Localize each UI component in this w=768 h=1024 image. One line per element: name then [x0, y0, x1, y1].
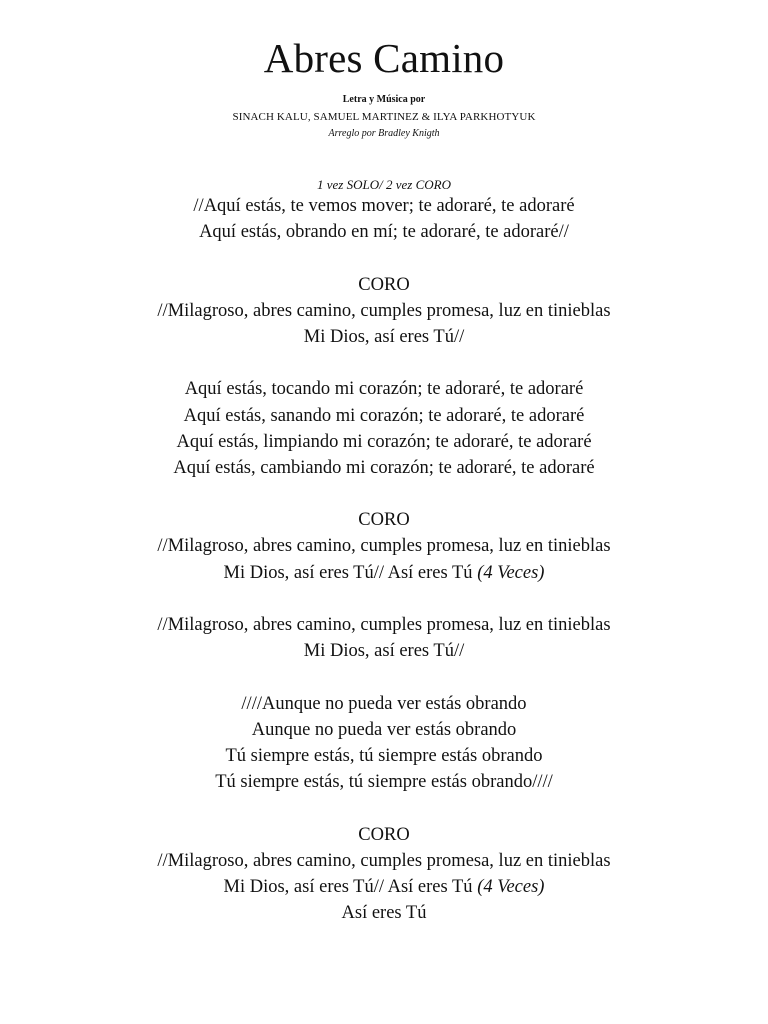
credit-label: Letra y Música por [342, 94, 426, 105]
song-arranger: Arreglo por Bradley Knigth [328, 128, 440, 139]
song-title: Abres Camino [263, 35, 505, 81]
lyric-text: Mi Dios, así eres Tú// Así eres Tú [223, 876, 478, 897]
section-label: CORO [358, 510, 410, 531]
song-authors: SINACH KALU, SAMUEL MARTINEZ & ILYA PARKHOTYUK [232, 111, 536, 123]
lyric-line [0, 874, 768, 900]
lyric-line: //Milagroso, abres camino, cumples promesa, luz en tinieblas [157, 300, 611, 321]
lyric-line: Aquí estás, cambiando mi corazón; te adoraré, te adoraré [173, 457, 595, 478]
lyric-line: Aquí estás, obrando en mí; te adoraré, te adoraré// [199, 222, 569, 243]
stanza-gap [0, 481, 768, 507]
repeat-note: (4 Veces) [477, 876, 545, 897]
lyric-text: Mi Dios, así eres Tú// Así eres Tú [223, 562, 478, 583]
lyric-line: Aquí estás, sanando mi corazón; te adoraré, te adoraré [183, 405, 585, 426]
stanza-gap [0, 350, 768, 376]
stanza-gap [0, 245, 768, 271]
stanza-gap [0, 664, 768, 690]
lyric-line: Mi Dios, así eres Tú// [303, 326, 465, 347]
intro-note: 1 vez SOLO/ 2 vez CORO [317, 177, 451, 192]
lyric-line: Tú siempre estás, tú siempre estás obrando [225, 745, 543, 766]
lyric-line: //Milagroso, abres camino, cumples promesa, luz en tinieblas [157, 615, 611, 635]
lyric-line: Aunque no pueda ver estás obrando [251, 719, 517, 740]
lyric-line: Aquí estás, limpiando mi corazón; te adoraré, te adoraré [176, 431, 592, 452]
lyric-line: Aquí estás, tocando mi corazón; te adoraré, te adoraré [184, 379, 584, 400]
lyric-line: Tú siempre estás, tú siempre estás obrando//// [215, 772, 553, 793]
repeat-note: (4 Veces) [477, 562, 545, 583]
lyric-line: ////Aunque no pueda ver estás obrando [241, 693, 527, 714]
lyric-line: Mi Dios, así eres Tú// [303, 641, 465, 662]
lyric-line: //Milagroso, abres camino, cumples promesa, luz en tinieblas [157, 536, 611, 557]
section-label: CORO [358, 274, 410, 295]
section-label: CORO [358, 824, 410, 845]
stanza-gap [0, 795, 768, 821]
lyric-line: //Aquí estás, te vemos mover; te adoraré, te adoraré [193, 196, 575, 216]
lyrics-body [0, 176, 768, 926]
lyric-line: //Milagroso, abres camino, cumples promesa, luz en tinieblas [157, 850, 611, 871]
stanza-gap [0, 586, 768, 612]
lyric-line [0, 560, 768, 586]
lyric-line: Así eres Tú [341, 903, 427, 924]
